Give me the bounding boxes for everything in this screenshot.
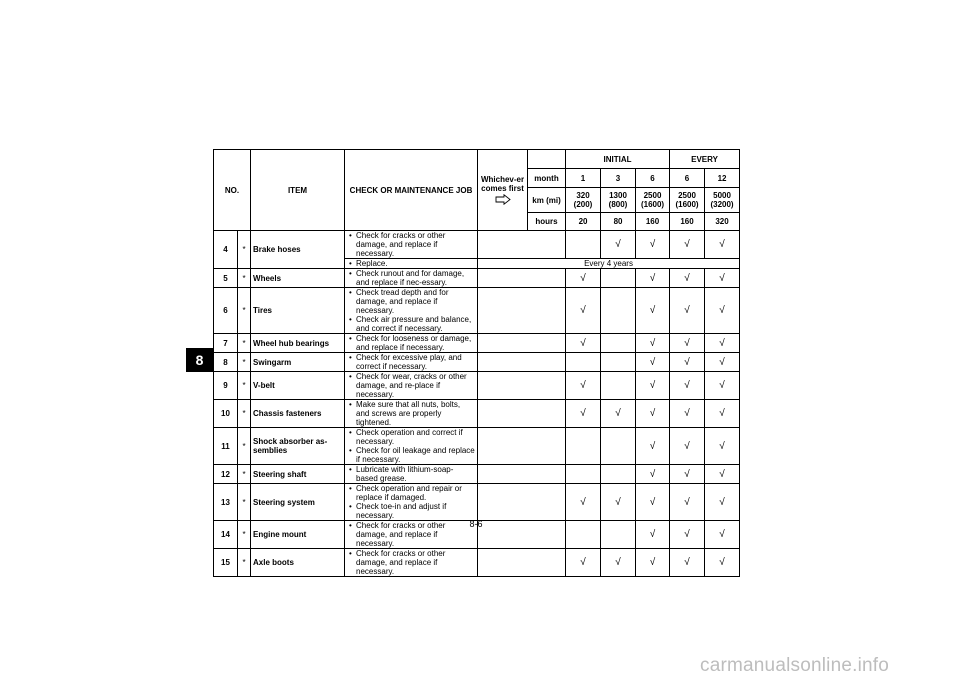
check-mark-icon: √ [580, 380, 586, 391]
interval-cell [566, 465, 601, 484]
check-mark-icon: √ [684, 496, 690, 508]
check-mark-icon: √ [719, 380, 725, 391]
check-mark-icon: √ [649, 305, 656, 316]
check-mark-icon: √ [684, 557, 690, 568]
interval-cell [670, 400, 705, 428]
interval-cell [566, 484, 601, 521]
row-job [345, 334, 478, 353]
whichever-cell [478, 334, 566, 353]
interval-cell [601, 353, 636, 372]
check-mark-icon: √ [684, 272, 690, 284]
interval-cell [566, 353, 601, 372]
check-mark-icon: √ [684, 468, 690, 480]
row-number: 12 [214, 465, 238, 484]
header-interval-0-1: 3 [601, 169, 636, 188]
row-dealer-mark: * [238, 231, 251, 269]
whichever-cell [478, 549, 566, 577]
interval-cell [566, 288, 601, 334]
row-item: Wheel hub bearings [251, 334, 345, 353]
table-row [214, 288, 740, 334]
row-job [345, 465, 478, 484]
check-mark-icon: √ [684, 440, 690, 452]
check-mark-icon: √ [719, 529, 725, 540]
job-line: • Lubricate with lithium-soap-based grease. [347, 465, 475, 483]
interval-cell [566, 521, 601, 549]
interval-cell [601, 269, 636, 288]
whichever-first-arrow-icon [495, 194, 511, 205]
interval-cell [601, 400, 636, 428]
row-dealer-mark: * [238, 428, 251, 465]
row-item: Axle boots [251, 549, 345, 577]
check-mark-icon: √ [719, 239, 725, 250]
check-mark-icon: √ [615, 239, 621, 250]
check-mark-icon: √ [649, 337, 656, 349]
check-mark-icon: √ [684, 356, 690, 368]
row-item: Engine mount [251, 521, 345, 549]
job-line: • Check air pressure and balance, and correct if necessary. [347, 315, 475, 333]
check-mark-icon: √ [615, 557, 621, 568]
table-row [214, 428, 740, 465]
interval-cell [566, 549, 601, 577]
check-mark-icon: √ [649, 557, 656, 568]
check-mark-icon: √ [719, 440, 725, 452]
header-interval-1-1: 1300 (800) [601, 188, 636, 213]
row-number: 7 [214, 334, 238, 353]
check-mark-icon: √ [719, 468, 725, 480]
interval-cell [636, 372, 670, 400]
check-mark-icon: √ [580, 496, 586, 508]
whichever-cell [478, 288, 566, 334]
job-line: • Check runout and for damage, and replace if nec-essary. [347, 269, 475, 287]
page-number: 8-6 [469, 519, 483, 529]
interval-cell [601, 465, 636, 484]
check-mark-icon: √ [649, 356, 656, 368]
header-interval-0-3: 6 [670, 169, 705, 188]
interval-cell [566, 372, 601, 400]
header-interval-2-0: 20 [566, 213, 601, 231]
interval-cell [705, 231, 740, 259]
interval-cell [705, 521, 740, 549]
row-item: Brake hoses [251, 231, 345, 269]
header-interval-0-2: 6 [636, 169, 670, 188]
row-item: Steering shaft [251, 465, 345, 484]
header-every: EVERY [670, 150, 740, 169]
whichever-cell [478, 465, 566, 484]
header-interval-1-3: 2500 (1600) [670, 188, 705, 213]
row-dealer-mark: * [238, 334, 251, 353]
header-unit-2: hours [528, 213, 566, 231]
interval-cell [601, 484, 636, 521]
header-whichever-label: Whichev-er comes first [480, 175, 525, 193]
row-item: Tires [251, 288, 345, 334]
interval-cell [705, 400, 740, 428]
header-interval-2-3: 160 [670, 213, 705, 231]
whichever-cell [478, 353, 566, 372]
watermark: carmanualsonline.info [700, 655, 890, 676]
row-number: 10 [214, 400, 238, 428]
row-number: 11 [214, 428, 238, 465]
interval-cell [705, 269, 740, 288]
interval-cell [636, 334, 670, 353]
interval-cell [705, 484, 740, 521]
header-job: CHECK OR MAINTENANCE JOB [345, 150, 478, 231]
row-dealer-mark: * [238, 549, 251, 577]
row-item: Swingarm [251, 353, 345, 372]
job-line: • Check tread depth and for damage, and replace if necessary. [347, 288, 475, 315]
row-number: 9 [214, 372, 238, 400]
interval-cell [670, 353, 705, 372]
interval-cell [566, 334, 601, 353]
table-row [214, 400, 740, 428]
check-mark-icon: √ [719, 305, 725, 316]
interval-cell [566, 400, 601, 428]
interval-cell [670, 288, 705, 334]
interval-span: Every 4 years [478, 259, 740, 269]
header-interval-1-4: 5000 (3200) [705, 188, 740, 213]
row-job [345, 231, 478, 259]
row-job [345, 353, 478, 372]
row-item: Shock absorber as-semblies [251, 428, 345, 465]
row-number: 14 [214, 521, 238, 549]
header-corner: month [528, 169, 566, 188]
row-dealer-mark: * [238, 372, 251, 400]
row-dealer-mark: * [238, 521, 251, 549]
check-mark-icon: √ [649, 239, 656, 250]
row-number: 8 [214, 353, 238, 372]
job-line: • Check for oil leakage and replace if necessary. [347, 446, 475, 464]
check-mark-icon: √ [580, 557, 586, 568]
interval-cell [705, 465, 740, 484]
job-line: • Replace. [347, 259, 475, 268]
interval-cell [601, 372, 636, 400]
job-line: • Check for cracks or other damage, and replace if necessary. [347, 549, 475, 576]
check-mark-icon: √ [649, 440, 656, 452]
table-row [214, 372, 740, 400]
job-line: • Check for looseness or damage, and replace if necessary. [347, 334, 475, 352]
table-row [214, 465, 740, 484]
interval-cell [670, 521, 705, 549]
interval-cell [705, 334, 740, 353]
row-dealer-mark: * [238, 353, 251, 372]
row-job [345, 549, 478, 577]
job-line: • Check for wear, cracks or other damage, and re-place if necessary. [347, 372, 475, 399]
check-mark-icon: √ [719, 496, 725, 508]
check-mark-icon: √ [684, 529, 690, 540]
interval-cell [636, 288, 670, 334]
interval-cell [636, 484, 670, 521]
header-no: NO. [214, 150, 251, 231]
header-interval-2-4: 320 [705, 213, 740, 231]
job-line: • Check for excessive play, and correct if necessary. [347, 353, 475, 371]
header-interval-2-1: 80 [601, 213, 636, 231]
check-mark-icon: √ [684, 408, 690, 419]
whichever-cell [478, 484, 566, 521]
header-unit-1: km (mi) [528, 188, 566, 213]
row-dealer-mark: * [238, 484, 251, 521]
interval-cell [705, 353, 740, 372]
check-mark-icon: √ [719, 557, 725, 568]
job-line: • Check operation and repair or replace if damaged. [347, 484, 475, 502]
row-job [345, 372, 478, 400]
check-mark-icon: √ [580, 305, 586, 316]
table-row [214, 269, 740, 288]
interval-cell [670, 334, 705, 353]
whichever-cell [478, 400, 566, 428]
interval-cell [705, 549, 740, 577]
header-initial: INITIAL [566, 150, 670, 169]
check-mark-icon: √ [649, 408, 656, 419]
check-mark-icon: √ [615, 408, 621, 419]
row-dealer-mark: * [238, 400, 251, 428]
interval-cell [636, 521, 670, 549]
check-mark-icon: √ [684, 239, 690, 250]
row-dealer-mark: * [238, 465, 251, 484]
interval-cell [670, 372, 705, 400]
check-mark-icon: √ [649, 380, 656, 391]
interval-cell [601, 521, 636, 549]
header-interval-1-2: 2500 (1600) [636, 188, 670, 213]
row-number: 5 [214, 269, 238, 288]
header-interval-0-4: 12 [705, 169, 740, 188]
interval-cell [636, 269, 670, 288]
check-mark-icon: √ [719, 337, 725, 349]
interval-cell [566, 428, 601, 465]
check-mark-icon: √ [580, 272, 586, 284]
interval-cell [670, 465, 705, 484]
job-line: • Check operation and correct if necessary. [347, 428, 475, 446]
job-line: • Make sure that all nuts, bolts, and screws are properly tightened. [347, 400, 475, 427]
header-item: ITEM [251, 150, 345, 231]
job-line: • Check for cracks or other damage, and replace if necessary. [347, 521, 475, 548]
check-mark-icon: √ [719, 272, 725, 284]
row-dealer-mark: * [238, 269, 251, 288]
interval-cell [601, 231, 636, 259]
interval-cell [670, 269, 705, 288]
row-item: V-belt [251, 372, 345, 400]
header-interval-0-0: 1 [566, 169, 601, 188]
interval-cell [566, 269, 601, 288]
section-tab: 8 [186, 348, 213, 372]
check-mark-icon: √ [649, 468, 656, 480]
whichever-cell [478, 372, 566, 400]
check-mark-icon: √ [580, 337, 586, 349]
interval-cell [670, 484, 705, 521]
header-interval-1-0: 320 (200) [566, 188, 601, 213]
row-job [345, 484, 478, 521]
check-mark-icon: √ [615, 496, 621, 508]
check-mark-icon: √ [719, 408, 725, 419]
whichever-cell [478, 269, 566, 288]
row-item: Steering system [251, 484, 345, 521]
interval-cell [670, 549, 705, 577]
row-job [345, 400, 478, 428]
maintenance-table [213, 149, 740, 577]
check-mark-icon: √ [649, 496, 656, 508]
job-line: • Check toe-in and adjust if necessary. [347, 502, 475, 520]
check-mark-icon: √ [719, 356, 725, 368]
interval-cell [670, 428, 705, 465]
row-number: 15 [214, 549, 238, 577]
check-mark-icon: √ [684, 380, 690, 391]
row-number: 13 [214, 484, 238, 521]
row-job [345, 428, 478, 465]
row-dealer-mark: * [238, 288, 251, 334]
table-row [214, 549, 740, 577]
interval-cell [705, 372, 740, 400]
interval-cell [670, 231, 705, 259]
interval-cell [705, 288, 740, 334]
interval-cell [705, 428, 740, 465]
interval-cell [636, 400, 670, 428]
interval-cell [601, 549, 636, 577]
table-row [214, 353, 740, 372]
check-mark-icon: √ [580, 408, 586, 419]
header-interval-2-2: 160 [636, 213, 670, 231]
row-item: Chassis fasteners [251, 400, 345, 428]
job-line: • Check for cracks or other damage, and replace if necessary. [347, 231, 475, 258]
row-number: 6 [214, 288, 238, 334]
table-row [214, 231, 740, 259]
interval-cell [636, 231, 670, 259]
interval-cell [601, 288, 636, 334]
interval-cell [636, 549, 670, 577]
check-mark-icon: √ [684, 337, 690, 349]
check-mark-icon: √ [649, 529, 656, 540]
row-job [345, 288, 478, 334]
row-item: Wheels [251, 269, 345, 288]
check-mark-icon: √ [649, 272, 656, 284]
whichever-cell [478, 428, 566, 465]
table-row [214, 334, 740, 353]
header-blank [528, 150, 566, 169]
check-mark-icon: √ [684, 305, 690, 316]
header-whichever [478, 150, 528, 231]
interval-cell [636, 428, 670, 465]
table-row [214, 484, 740, 521]
row-number: 4 [214, 231, 238, 269]
interval-cell [636, 465, 670, 484]
row-job [345, 269, 478, 288]
interval-cell [566, 231, 601, 259]
whichever-cell [478, 231, 566, 259]
interval-cell [601, 428, 636, 465]
interval-cell [601, 334, 636, 353]
row-job [345, 259, 478, 269]
interval-cell [636, 353, 670, 372]
